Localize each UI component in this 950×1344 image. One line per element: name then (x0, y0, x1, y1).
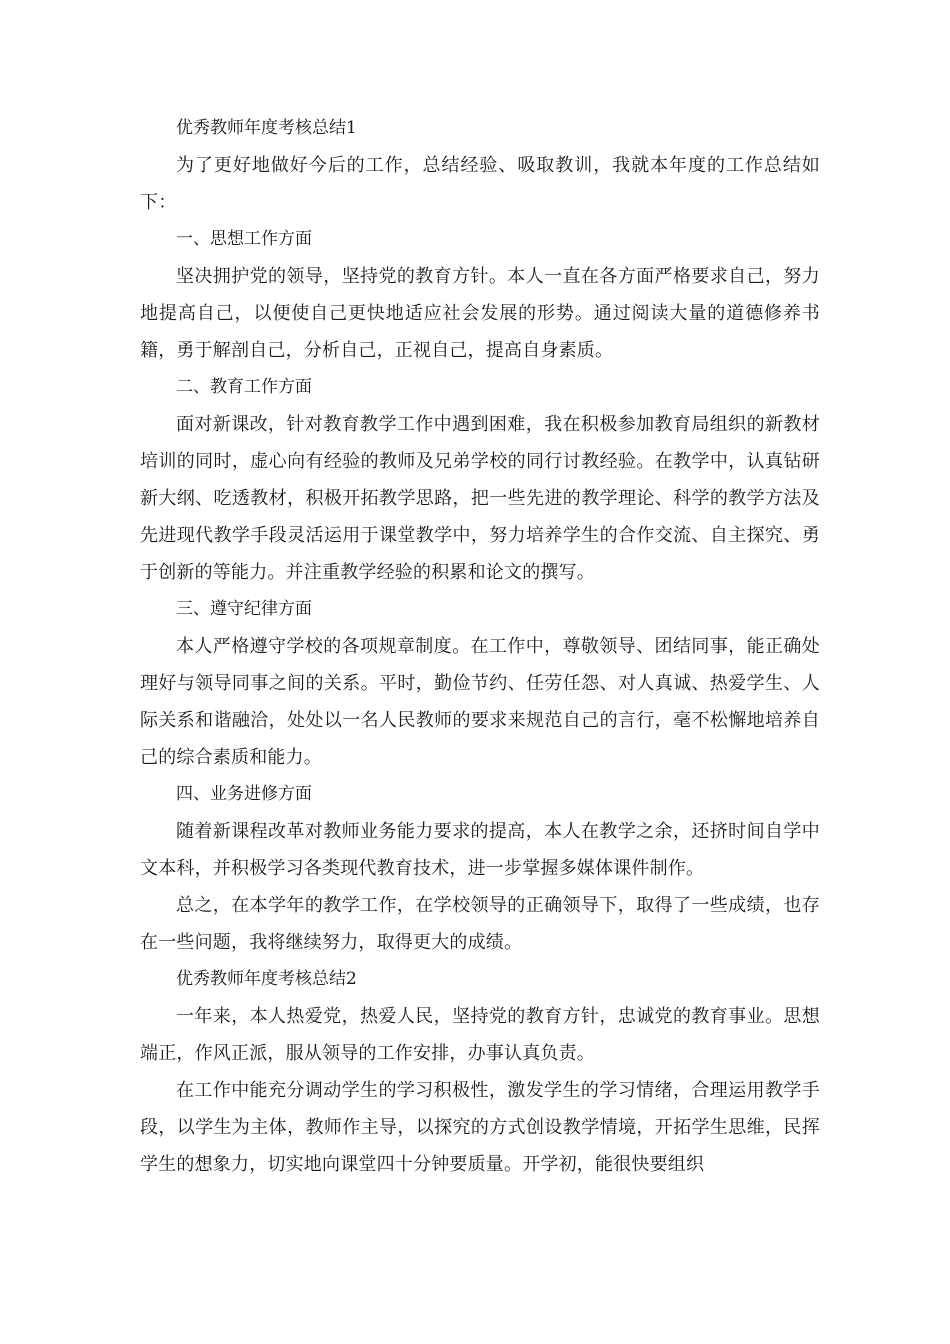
section-text-ideology: 坚决拥护党的领导，坚持党的教育方针。本人一直在各方面严格要求自己，努力地提高自己，以便使自己更快地适应社会发展的形势。通过阅读大量的道德修养书籍，勇于解剖自己，分析自己，正视自己，提高自身素质。 (140, 266, 820, 361)
document-heading-2: 优秀教师年度考核总结2 (176, 969, 357, 989)
section-title-education: 二、教育工作方面 (176, 377, 312, 397)
section-text-education: 面对新课改，针对教育教学工作中遇到困难，我在积极参加教育局组织的新教材培训的同时，虚心向有经验的教师及兄弟学校的同行讨教经验。在教学中，认真钻研新大纲、吃透教材，积极开拓教学思路，把一些先进的教学理论、科学的教学方法及先进现代教学手段灵活运用于课堂教学中，努力培养学生的合作交流、自主探究、勇于创新的等能力。并注重教学经验的积累和论文的撰写。 (140, 414, 820, 583)
intro-paragraph: 为了更好地做好今后的工作，总结经验、吸取教训，我就本年度的工作总结如下： (140, 155, 820, 213)
section-text-training: 随着新课程改革对教师业务能力要求的提高，本人在教学之余，还挤时间自学中文本科，并积极学习各类现代教育技术，进一步掌握多媒体课件制作。 (140, 821, 820, 879)
section-text-discipline: 本人严格遵守学校的各项规章制度。在工作中，尊敬领导、团结同事，能正确处理好与领导同事之间的关系。平时，勤俭节约、任劳任怨、对人真诚、热爱学生、人际关系和谐融洽，处处以一名人民教师的要求来规范自己的言行，毫不松懈地培养自己的综合素质和能力。 (140, 636, 820, 768)
section-title-discipline: 三、遵守纪律方面 (176, 599, 312, 619)
document-page (140, 110, 820, 1183)
conclusion-paragraph: 总之，在本学年的教学工作，在学校领导的正确领导下，取得了一些成绩，也存在一些问题，我将继续努力，取得更大的成绩。 (140, 895, 820, 953)
section-title-training: 四、业务进修方面 (176, 784, 312, 804)
section-title-ideology: 一、思想工作方面 (176, 229, 312, 249)
document-heading-1: 优秀教师年度考核总结1 (176, 118, 357, 138)
summary2-paragraph-1: 一年来，本人热爱党，热爱人民，坚持党的教育方针，忠诚党的教育事业。思想端正，作风正派，服从领导的工作安排，办事认真负责。 (140, 1006, 820, 1064)
summary2-paragraph-2: 在工作中能充分调动学生的学习积极性，激发学生的学习情绪，合理运用教学手段，以学生为主体，教师作主导，以探究的方式创设教学情境，开拓学生思维，民挥学生的想象力，切实地向课堂四十分钟要质量。开学初，能很快要组织 (140, 1080, 820, 1175)
